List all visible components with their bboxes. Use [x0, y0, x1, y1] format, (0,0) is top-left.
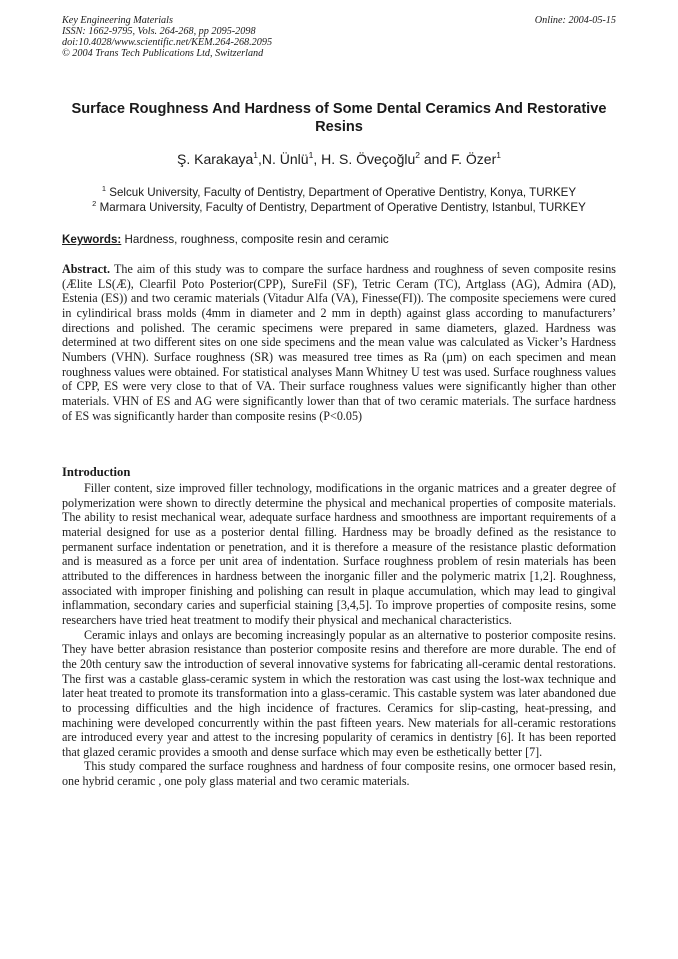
paragraph: Ceramic inlays and onlays are becoming increasingly popular as an alternative to posterior composite resins. They have better abrasion resistance than posterior composite resins and therefore are more durable. The end of the 20th century saw the introduction of several innovative systems for fabricating all-ceramic dental restorations. The first was a castable glass-ceramic system in which the restoration was cast using the lost-wax technique and later heat treated to promote its transformation into a glass-ceramic. This castable system was later abandoned due to processing difficulties and the high incidence of fractures. Ceramics for slip-casting, heat-pressing, and machining were developed concurrently within the past fifteen years. New materials for all-ceramic restorations are introduced every year and attest to the incresing popularity of ceramics in dentistry [6]. It has been reported that glazed ceramic provides a smooth and dense surface which may even be esthetically better [7].: [62, 627, 616, 759]
author-affiliation-mark: 1: [253, 150, 258, 160]
paragraph: This study compared the surface roughness and hardness of four composite resins, one ormocer based resin, one hybrid ceramic , one poly glass material and two ceramic materials.: [62, 759, 616, 789]
affiliations: [62, 185, 616, 215]
abstract: [62, 262, 616, 423]
affiliation-text: Selcuk University, Faculty of Dentistry, Department of Operative Dentistry, Konya, TURKEY: [109, 186, 577, 199]
author-affiliation-mark: 2: [415, 150, 420, 160]
author-affiliation-mark: 1: [308, 150, 314, 160]
author-separator: ,: [258, 151, 262, 167]
author-affiliation-mark: 1: [496, 150, 501, 160]
keywords-label: Keywords:: [62, 233, 122, 246]
online-date: Online: 2004-05-15: [534, 15, 616, 26]
journal-copyright: © 2004 Trans Tech Publications Ltd, Switzerland: [62, 48, 264, 59]
keywords: [62, 232, 616, 247]
author-list: [62, 150, 616, 168]
author-name: H. S. Öveçoğlu: [321, 151, 416, 167]
abstract-label: Abstract.: [62, 262, 111, 276]
paper-title: Surface Roughness And Hardness of Some Dental Ceramics And Restorative Resins: [71, 101, 607, 135]
journal-header: [62, 15, 616, 59]
affiliation-mark: 1: [101, 184, 106, 193]
journal-name: Key Engineering Materials: [62, 15, 173, 26]
affiliation-line: [62, 200, 616, 215]
journal-issn: ISSN: 1662-9795, Vols. 264-268, pp 2095-2098: [62, 26, 256, 37]
affiliation-text: Marmara University, Faculty of Dentistry, Department of Operative Dentistry, Istanbul, TURKEY: [99, 201, 586, 214]
introduction-body: [62, 481, 616, 789]
journal-doi: doi:10.4028/www.scientific.net/KEM.264-268.2095: [62, 37, 273, 48]
author-name: F. Özer: [451, 151, 497, 167]
introduction-heading: Introduction: [62, 465, 131, 479]
author-separator: and: [419, 151, 452, 167]
affiliation-line: [62, 185, 616, 200]
keywords-text: Hardness, roughness, composite resin and ceramic: [124, 233, 389, 246]
author-name: Ş. Karakaya: [177, 151, 254, 167]
author-name: N. Ünlü: [261, 151, 309, 167]
abstract-text: The aim of this study was to compare the surface hardness and roughness of seven composite resins (Ælite LS(Æ), Clearfil Poto Posterior(CPP), SureFil (SF), Tetric Ceram (TC), Artglass (AG), Admira (AD), Estenia (ES)) and two ceramic materials (Vitadur Alfa (VA), Finesse(FI)). The composite speciemens were cured in cylindirical brass molds (4mm in diameter and 2 mm in depth) against glass according to manufacturers’ directions and polished. The ceramic specimens were prepared in same diameters, glazed. Hardness was determined at two different sites on one side specimens and the mean value was calculated as Vicker’s Hardness Numbers (VHN). Surface roughness (SR) was measured tree times as Ra (µm) on each specimen and mean roughness values were obtained. For statistical analyses Mann Whitney U test was used. Surface roughness values of CPP, ES were very close to that of VA. Their surface roughness values were significantly higher than other materials. VHN of ES and AG were significantly lower than that of two ceramic materials. The surface hardness of ES was significantly harder than composite resins (P<0.05): [62, 262, 616, 423]
affiliation-mark: 2: [92, 199, 97, 208]
author-separator: ,: [313, 151, 322, 167]
paragraph: Filler content, size improved filler technology, modifications in the organic matrices and a greater degree of polymerization were shown to directly determine the physical and mechanical properties of composite materials. The ability to resist mechanical wear, adequate surface hardness and smoothness are important requirements of a material designed for use as a posterior dental filling. Hardness may be broadly defined as the resistance to permanent surface indentation or penetration, and it is therefore a measure of the resistance plastic deformation and is measured as a force per unit area of indentation. Surface roughness problem of resin materials has been attributed to the differences in hardness between the inorganic filler and the polymeric matrix [1,2]. Roughness, associated with improper finishing and polishing can result in plaque accumulation, which may lead to gingival inflammation, secondary caries and superficial staining [3,4,5]. To improve properties of composite resins, some researchers have tried heat treatment to modify their physical and mechanical characteristics.: [62, 481, 616, 627]
